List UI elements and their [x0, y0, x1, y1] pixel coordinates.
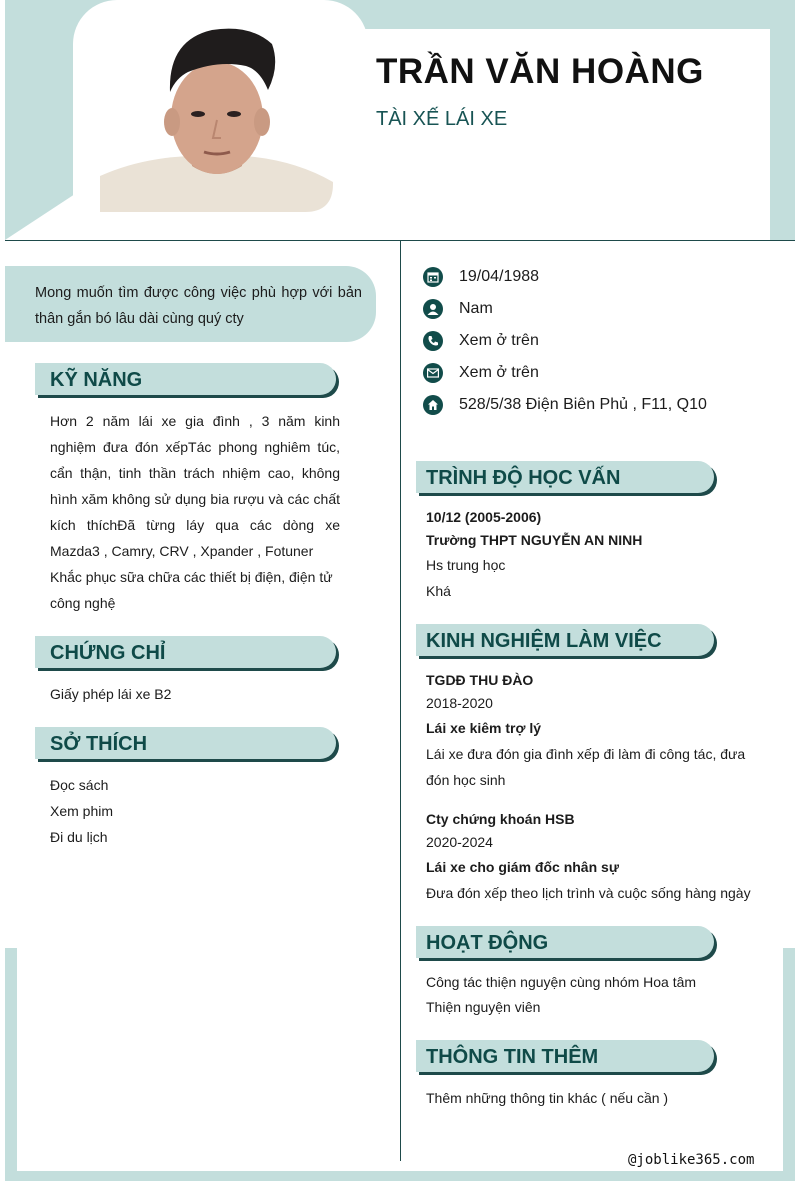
job-company: TGDĐ THU ĐÀO — [426, 672, 534, 688]
job-period: 2018-2020 — [426, 695, 493, 711]
footer-border-bottom — [5, 1171, 795, 1181]
certificates-heading: CHỨNG CHỈ — [35, 636, 336, 668]
job-description: Lái xe đưa đón gia đình xếp đi làm đi công tác, đưa đón học sinh — [426, 746, 746, 788]
certificate-item: Giấy phép lái xe B2 — [50, 686, 172, 702]
job-period: 2020-2024 — [426, 834, 493, 850]
activity-item: Thiện nguyện viên — [426, 999, 541, 1015]
job-position: Lái xe kiêm trợ lý — [426, 720, 542, 736]
address-value: 528/5/38 Điện Biên Phủ , F11, Q10 — [459, 396, 707, 413]
skills-paragraph-1: Hơn 2 năm lái xe gia đình , 3 năm kinh nghiệm đưa đón xếpTác phong nghiêm túc, cẩn thận, tinh thần trách nhiệm cao, không hình xăm không sử dụng bia rượu và các chất kích thíchĐã từng láy qua các dòng xe Mazda3 , Camry, CRV , Xpander , Fotuner — [50, 413, 340, 559]
contact-email — [423, 362, 539, 384]
phone-icon — [423, 331, 443, 351]
job-title: TÀI XẾ LÁI XE — [376, 108, 508, 130]
header-corner-cut — [5, 194, 75, 240]
job-description: Đưa đón xếp theo lịch trình và cuộc sống hàng ngày — [426, 885, 751, 901]
profile-photo — [100, 26, 333, 212]
education-school: Trường THPT NGUYỄN AN NINH — [426, 532, 643, 548]
additional-info-text: Thêm những thông tin khác ( nếu cần ) — [426, 1090, 669, 1106]
phone-value: Xem ở trên — [459, 332, 539, 349]
hobby-item: Đọc sách — [50, 777, 109, 793]
hobbies-heading: SỞ THÍCH — [35, 727, 336, 759]
contact-phone — [423, 330, 539, 352]
birthday-value: 19/04/1988 — [459, 268, 540, 285]
watermark: @joblike365.com — [628, 1152, 755, 1168]
hobby-item: Xem phim — [50, 803, 114, 819]
skills-heading: KỸ NĂNG — [35, 363, 336, 395]
contact-birthday — [423, 266, 539, 288]
education-period: 10/12 (2005-2006) — [426, 509, 542, 525]
calendar-icon — [423, 267, 443, 287]
additional-info-heading: THÔNG TIN THÊM — [416, 1040, 714, 1072]
footer-border-left — [5, 948, 17, 1181]
column-divider — [400, 241, 401, 1161]
candidate-name: TRẦN VĂN HOÀNG — [376, 52, 704, 91]
job-company: Cty chứng khoán HSB — [426, 811, 575, 827]
envelope-icon — [423, 363, 443, 383]
footer-border-right — [783, 948, 795, 1181]
education-heading: TRÌNH ĐỘ HỌC VẤN — [416, 461, 714, 493]
hobby-item: Đi du lịch — [50, 829, 108, 845]
experience-heading: KINH NGHIỆM LÀM VIỆC — [416, 624, 714, 656]
activity-item: Công tác thiện nguyện cùng nhóm Hoa tâm — [426, 974, 697, 990]
contact-gender — [423, 298, 493, 320]
education-major: Hs trung học — [426, 557, 506, 573]
skills-text — [50, 408, 340, 616]
gender-value: Nam — [459, 300, 493, 317]
email-value: Xem ở trên — [459, 364, 539, 381]
job-position: Lái xe cho giám đốc nhân sự — [426, 859, 619, 875]
contact-address — [423, 394, 707, 416]
user-icon — [423, 299, 443, 319]
home-icon — [423, 395, 443, 415]
activities-heading: HOẠT ĐỘNG — [416, 926, 714, 958]
skills-paragraph-2: Khắc phục sữa chữa các thiết bị điện, điện tử công nghệ — [50, 569, 333, 611]
career-objective: Mong muốn tìm được công việc phù hợp với bản thân gắn bó lâu dài cùng quý cty — [5, 266, 376, 342]
education-grade: Khá — [426, 583, 451, 599]
